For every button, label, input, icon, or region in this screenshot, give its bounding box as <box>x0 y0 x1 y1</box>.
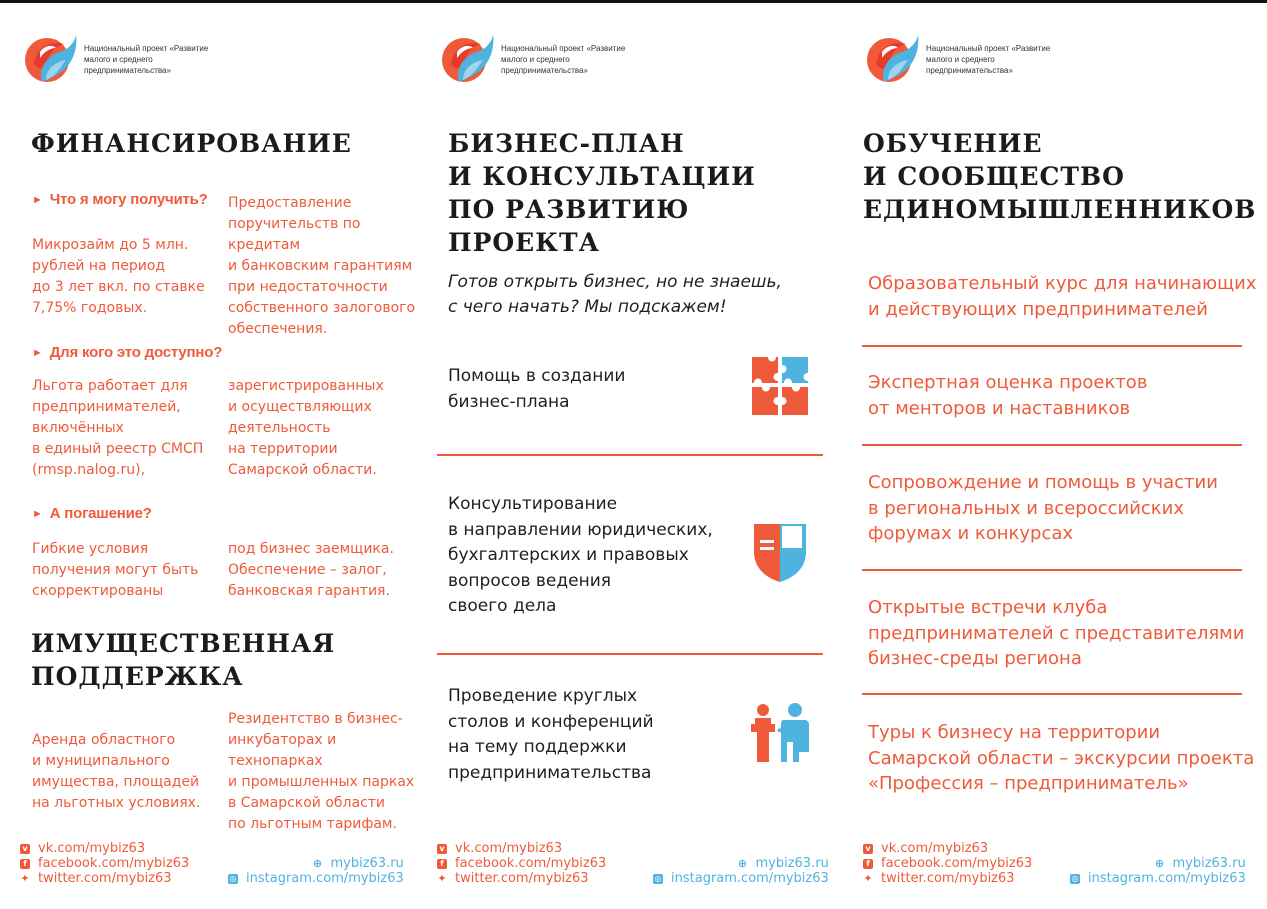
site-link[interactable]: mybiz63.ru <box>1172 856 1246 871</box>
intro-text: Готов открыть бизнес, но не знаешь, с чего начать? Мы подскажем! <box>448 272 782 317</box>
social-links <box>20 841 189 886</box>
twitter-link[interactable]: twitter.com/mybiz63 <box>38 871 172 886</box>
web-links <box>653 856 829 886</box>
facebook-link[interactable]: facebook.com/mybiz63 <box>881 856 1033 871</box>
speaker-podium-icon <box>749 702 811 764</box>
project-logo <box>20 29 214 89</box>
answer-eligibility-right: зарегистрированных и осуществляющих деятельность на территории Самарской области. <box>228 378 384 478</box>
education-item: Туры к бизнесу на территории Самарской области – экскурсии проекта «Профессия – предприниматель» <box>868 722 1255 794</box>
divider <box>862 693 1242 695</box>
divider <box>862 569 1242 571</box>
instagram-link[interactable]: instagram.com/mybiz63 <box>1088 871 1246 886</box>
panel-education <box>847 3 1267 909</box>
answer-microloan: Микрозайм до 5 млн. рублей на период до 3 лет вкл. по ставке 7,75% годовых. <box>32 237 205 316</box>
web-links <box>228 856 404 886</box>
facebook-icon: f <box>20 859 30 869</box>
shield-icon <box>752 522 808 584</box>
service-item: Помощь в создании бизнес-плана <box>448 366 626 412</box>
instagram-link[interactable]: instagram.com/mybiz63 <box>671 871 829 886</box>
facebook-icon: f <box>863 859 873 869</box>
vk-icon: v <box>20 844 30 854</box>
education-item: Открытые встречи клуба предпринимателей с представителями бизнес-среды региона <box>868 597 1245 669</box>
section-heading-business-plan: БИЗНЕС-ПЛАН И КОНСУЛЬТАЦИИ ПО РАЗВИТИЮ ПРОЕКТА <box>448 129 756 257</box>
logo-emblem-icon <box>437 30 495 88</box>
question-who-eligible: ► Для кого это доступно? <box>32 344 222 361</box>
question-repayment: ► А погашение? <box>32 505 152 522</box>
divider <box>862 444 1242 446</box>
twitter-link[interactable]: twitter.com/mybiz63 <box>455 871 589 886</box>
answer-guarantees: Предоставление поручительств по кредитам и банковским гарантиям при недостаточности собственного залогового обеспечения. <box>228 195 416 337</box>
globe-icon: ⊕ <box>737 856 748 870</box>
facebook-link[interactable]: facebook.com/mybiz63 <box>38 856 190 871</box>
vk-link[interactable]: vk.com/mybiz63 <box>881 841 989 856</box>
divider <box>437 454 823 456</box>
divider <box>437 653 823 655</box>
site-link[interactable]: mybiz63.ru <box>330 856 404 871</box>
logo-emblem-icon <box>862 30 920 88</box>
site-link[interactable]: mybiz63.ru <box>755 856 829 871</box>
section-heading-education: ОБУЧЕНИЕ И СООБЩЕСТВО ЕДИНОМЫШЛЕННИКОВ <box>863 129 1257 224</box>
panel-business-plan <box>423 3 847 909</box>
education-item: Экспертная оценка проектов от менторов и наставников <box>868 372 1148 419</box>
answer-repayment-left: Гибкие условия получения могут быть скорректированы <box>32 541 199 599</box>
answer-eligibility-left: Льгота работает для предпринимателей, включённых в единый реестр СМСП (rmsp.nalog.ru), <box>32 378 204 478</box>
instagram-icon: ◎ <box>1071 873 1079 883</box>
web-links <box>1070 856 1246 886</box>
twitter-icon: ✦ <box>437 871 447 885</box>
divider <box>862 345 1242 347</box>
property-rent-text: Аренда областного и муниципального имущества, площадей на льготных условиях. <box>32 732 201 811</box>
vk-link[interactable]: vk.com/mybiz63 <box>455 841 563 856</box>
twitter-icon: ✦ <box>863 871 873 885</box>
service-item: Консультирование в направлении юридических, бухгалтерских и правовых вопросов ведения своего дела <box>448 494 713 616</box>
instagram-link[interactable]: instagram.com/mybiz63 <box>246 871 404 886</box>
education-item: Сопровождение и помощь в участии в региональных и всероссийских форумах и конкурсах <box>868 472 1218 544</box>
globe-icon: ⊕ <box>312 856 323 870</box>
globe-icon: ⊕ <box>1154 856 1165 870</box>
section-heading-property: ИМУЩЕСТВЕННАЯ ПОДДЕРЖКА <box>31 629 336 691</box>
social-links <box>437 841 606 886</box>
logo-caption: Национальный проект «Развитие малого и среднего предпринимательства» <box>926 43 1051 75</box>
twitter-link[interactable]: twitter.com/mybiz63 <box>881 871 1015 886</box>
education-item: Образовательный курс для начинающих и действующих предпринимателей <box>868 273 1257 320</box>
panel-financing <box>0 3 423 909</box>
logo-caption: Национальный проект «Развитие малого и среднего предпринимательства» <box>84 43 209 75</box>
vk-icon: v <box>437 844 447 854</box>
puzzle-icon <box>750 355 810 417</box>
project-logo <box>437 29 631 89</box>
vk-link[interactable]: vk.com/mybiz63 <box>38 841 146 856</box>
question-what-can-i-get: ► Что я могу получить? <box>32 191 208 208</box>
instagram-icon: ◎ <box>229 873 237 883</box>
project-logo <box>862 29 1056 89</box>
logo-caption: Национальный проект «Развитие малого и среднего предпринимательства» <box>501 43 626 75</box>
instagram-icon: ◎ <box>654 873 662 883</box>
vk-icon: v <box>863 844 873 854</box>
section-heading-financing: ФИНАНСИРОВАНИЕ <box>31 129 352 158</box>
twitter-icon: ✦ <box>20 871 30 885</box>
property-residency-text: Резидентство в бизнес- инкубаторах и технопарках и промышленных парках в Самарской области по льготным тарифам. <box>228 711 415 832</box>
facebook-icon: f <box>437 859 447 869</box>
social-links <box>863 841 1032 886</box>
service-item: Проведение круглых столов и конференций на тему поддержки предпринимательства <box>448 686 654 783</box>
answer-repayment-right: под бизнес заемщика. Обеспечение – залог, банковская гарантия. <box>228 541 394 599</box>
logo-emblem-icon <box>20 30 78 88</box>
facebook-link[interactable]: facebook.com/mybiz63 <box>455 856 607 871</box>
